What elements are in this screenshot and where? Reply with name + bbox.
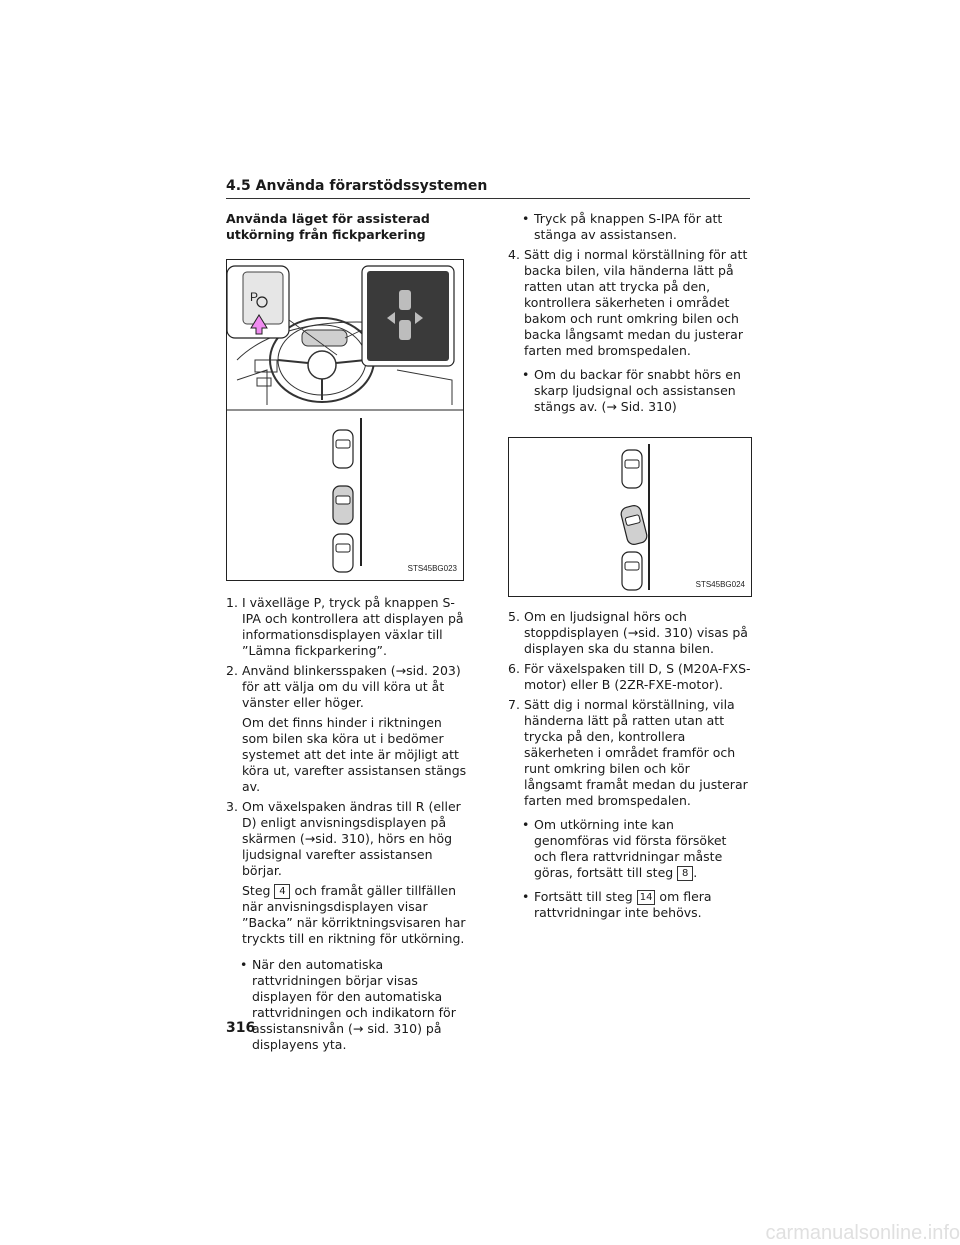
right-column: [508, 211, 752, 929]
step-number: 3.: [226, 799, 238, 814]
parked-car-top: [622, 450, 642, 488]
bullet-dot: •: [522, 817, 530, 832]
figure-code: STS45BG023: [407, 564, 457, 573]
figure-parking-exit-forward: [508, 437, 752, 597]
step-number: 4.: [508, 247, 520, 262]
step-number: 5.: [508, 609, 520, 624]
section-header: 4.5 Använda förarstödssystemen: [226, 178, 750, 199]
step-number: 2.: [226, 663, 238, 678]
parked-car-bottom: [333, 534, 353, 572]
own-car: [333, 486, 353, 524]
step-text: För växelspaken till D, S (M20A-FXS-motor) eller B (2ZR-FXE-motor).: [524, 661, 751, 692]
parked-car-bottom: [622, 552, 642, 590]
step-3: [226, 799, 470, 879]
bullet-text: Om du backar för snabbt hörs en skarp ljudsignal och assistansen stängs av. (→ Sid. 310): [534, 367, 741, 414]
step-text: Om en ljudsignal hörs och stoppdisplayen (→sid. 310) visas på displayen ska du stanna bilen.: [524, 609, 748, 656]
page-number: 316: [226, 1020, 256, 1036]
bullet-text: Fortsätt till steg: [534, 889, 633, 904]
bullet-text: När den automatiska rattvridningen börjar visas displayen för den automatiska rattvridningen och indikatorn för assistansnivån (→ sid. 310) på displayens yta.: [252, 957, 456, 1052]
own-car: [620, 504, 649, 546]
step-reference: 4: [274, 884, 290, 899]
bullet-reverse-speed: [508, 367, 752, 415]
step-number: 6.: [508, 661, 520, 676]
bullet-text: Tryck på knappen S-IPA för att stänga av assistansen.: [534, 211, 723, 242]
step-text: Använd blinkersspaken (→sid. 203) för att välja om du vill köra ut åt vänster eller höger.: [242, 663, 461, 710]
step-text: Sätt dig i normal körställning för att backa bilen, vila händerna lätt på ratten utan att trycka på den, kontrollera säkerheten i området bakom och runt omkring bilen och backa långsamt medan du justerar farten med bromspedalen.: [524, 247, 748, 358]
figure-parking-exit-steering: [226, 259, 464, 581]
step-reference: 14: [637, 890, 656, 905]
left-column: [226, 211, 470, 1061]
step-number: 7.: [508, 697, 520, 712]
bullet-cancel: [508, 211, 752, 243]
step-text: Om växelspaken ändras till R (eller D) enligt anvisningsdisplayen på skärmen (→sid. 310), hörs en hög ljudsignal varefter assistansen börjar.: [242, 799, 461, 878]
step-4: [508, 247, 752, 359]
note-text: och framåt gäller tillfällen när anvisningsdisplayen visar ”Backa” när körriktningsvisaren har tryckts till en riktning för utkörning.: [242, 883, 466, 946]
bullet-text: .: [693, 865, 698, 880]
note-text: Steg: [242, 883, 271, 898]
bullet-dot: •: [240, 957, 248, 972]
button-p-label: P: [250, 290, 259, 304]
parked-car-top: [333, 430, 353, 468]
bullet-no-turns: [508, 889, 752, 921]
subheading: Använda läget för assisterad utkörning från fickparkering: [226, 211, 430, 242]
step-text: I växelläge P, tryck på knappen S-IPA och kontrollera att displayen på informationsdisplayen växlar till ”Lämna fickparkering”.: [242, 595, 464, 658]
step-6: [508, 661, 752, 693]
figure-code: STS45BG024: [695, 580, 745, 589]
bullet-dot: •: [522, 367, 530, 382]
bullet-dot: •: [522, 889, 530, 904]
step-text: Sätt dig i normal körställning, vila händerna lätt på ratten utan att trycka på den, kontrollera säkerheten i området framför och runt omkring bilen och kör långsamt framåt medan du justerar farten med bromspedalen.: [524, 697, 748, 808]
steering-illustration: [227, 260, 463, 580]
step-5: [508, 609, 752, 657]
step-2-note: Om det finns hinder i riktningen som bilen ska köra ut i bedömer systemet att det inte är möjligt att köra ut, varefter assistansen stängs av.: [242, 715, 467, 794]
step-2: [226, 663, 470, 711]
bullet-dot: •: [522, 211, 530, 226]
step-3-note: [226, 883, 470, 947]
bullet-auto-steering: [226, 957, 470, 1053]
parking-scene: [509, 438, 751, 596]
step-reference: 8: [677, 866, 693, 881]
bullet-text: om flera rattvridningar inte behövs.: [534, 889, 712, 920]
watermark: carmanualsonline.info: [765, 1222, 960, 1244]
step-number: 1.: [226, 595, 238, 610]
step-7: [508, 697, 752, 809]
bullet-text: Om utkörning inte kan genomföras vid första försöket och flera rattvridningar måste göras, fortsätt till steg: [534, 817, 727, 880]
bullet-multiple-turns: [508, 817, 752, 881]
step-1: [226, 595, 470, 659]
